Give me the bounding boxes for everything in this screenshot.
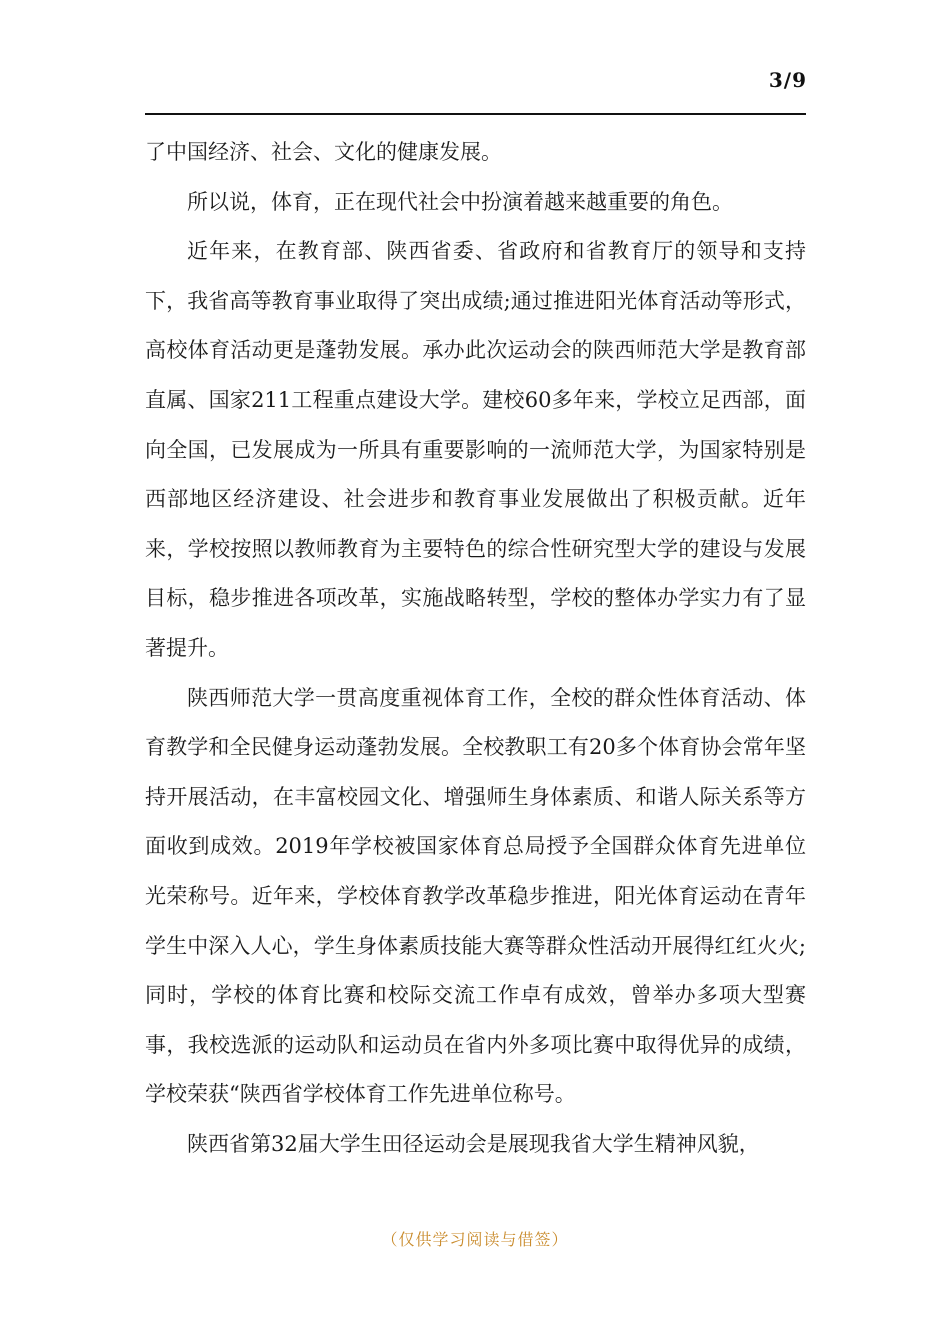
paragraph: 陕西省第32届大学生田径运动会是展现我省大学生精神风貌， — [187, 1131, 760, 1156]
header-rule — [145, 113, 806, 115]
page-number: 3/9 — [768, 68, 807, 92]
footer-note: （仅供学习阅读与借签） — [381, 1230, 569, 1249]
paragraph-continuation: 了中国经济、社会、文化的健康发展。 — [145, 140, 502, 164]
paragraph: 近年来，在教育部、陕西省委、省政府和省教育厅的领导和支持下，我省高等教育事业取得了突出成绩;通过推进阳光体育活动等形式，高校体育活动更是蓬勃发展。承办此次运动会的陕西师范大学是教育部直属、国家211工程重点建设大学。建校60多年来，学校立足西部，面向全国，已发展成为一所具有重要影响的一流师范大学，为国家特别是西部地区经济建设、社会进步和教育事业发展做出了积极贡献。近年来，学校按照以教师教育为主要特色的综合性研究型大学的建设与发展目标，稳步推进各项改革，实施战略转型，学校的整体办学实力有了显著提升。 — [145, 239, 806, 660]
document-body — [145, 128, 806, 1169]
paragraph: 陕西师范大学一贯高度重视体育工作，全校的群众性体育活动、体育教学和全民健身运动蓬勃发展。全校教职工有20多个体育协会常年坚持开展活动，在丰富校园文化、增强师生身体素质、和谐人际关系等方面收到成效。2019年学校被国家体育总局授予全国群众体育先进单位光荣称号。近年来，学校体育教学改革稳步推进，阳光体育运动在青年学生中深入人心，学生身体素质技能大赛等群众性活动开展得红红火火;同时，学校的体育比赛和校际交流工作卓有成效，曾举办多项大型赛事，我校选派的运动队和运动员在省内外多项比赛中取得优异的成绩，学校荣获“陕西省学校体育工作先进单位称号。 — [145, 685, 806, 1107]
paragraph: 所以说，体育，正在现代社会中扮演着越来越重要的角色。 — [187, 189, 733, 214]
